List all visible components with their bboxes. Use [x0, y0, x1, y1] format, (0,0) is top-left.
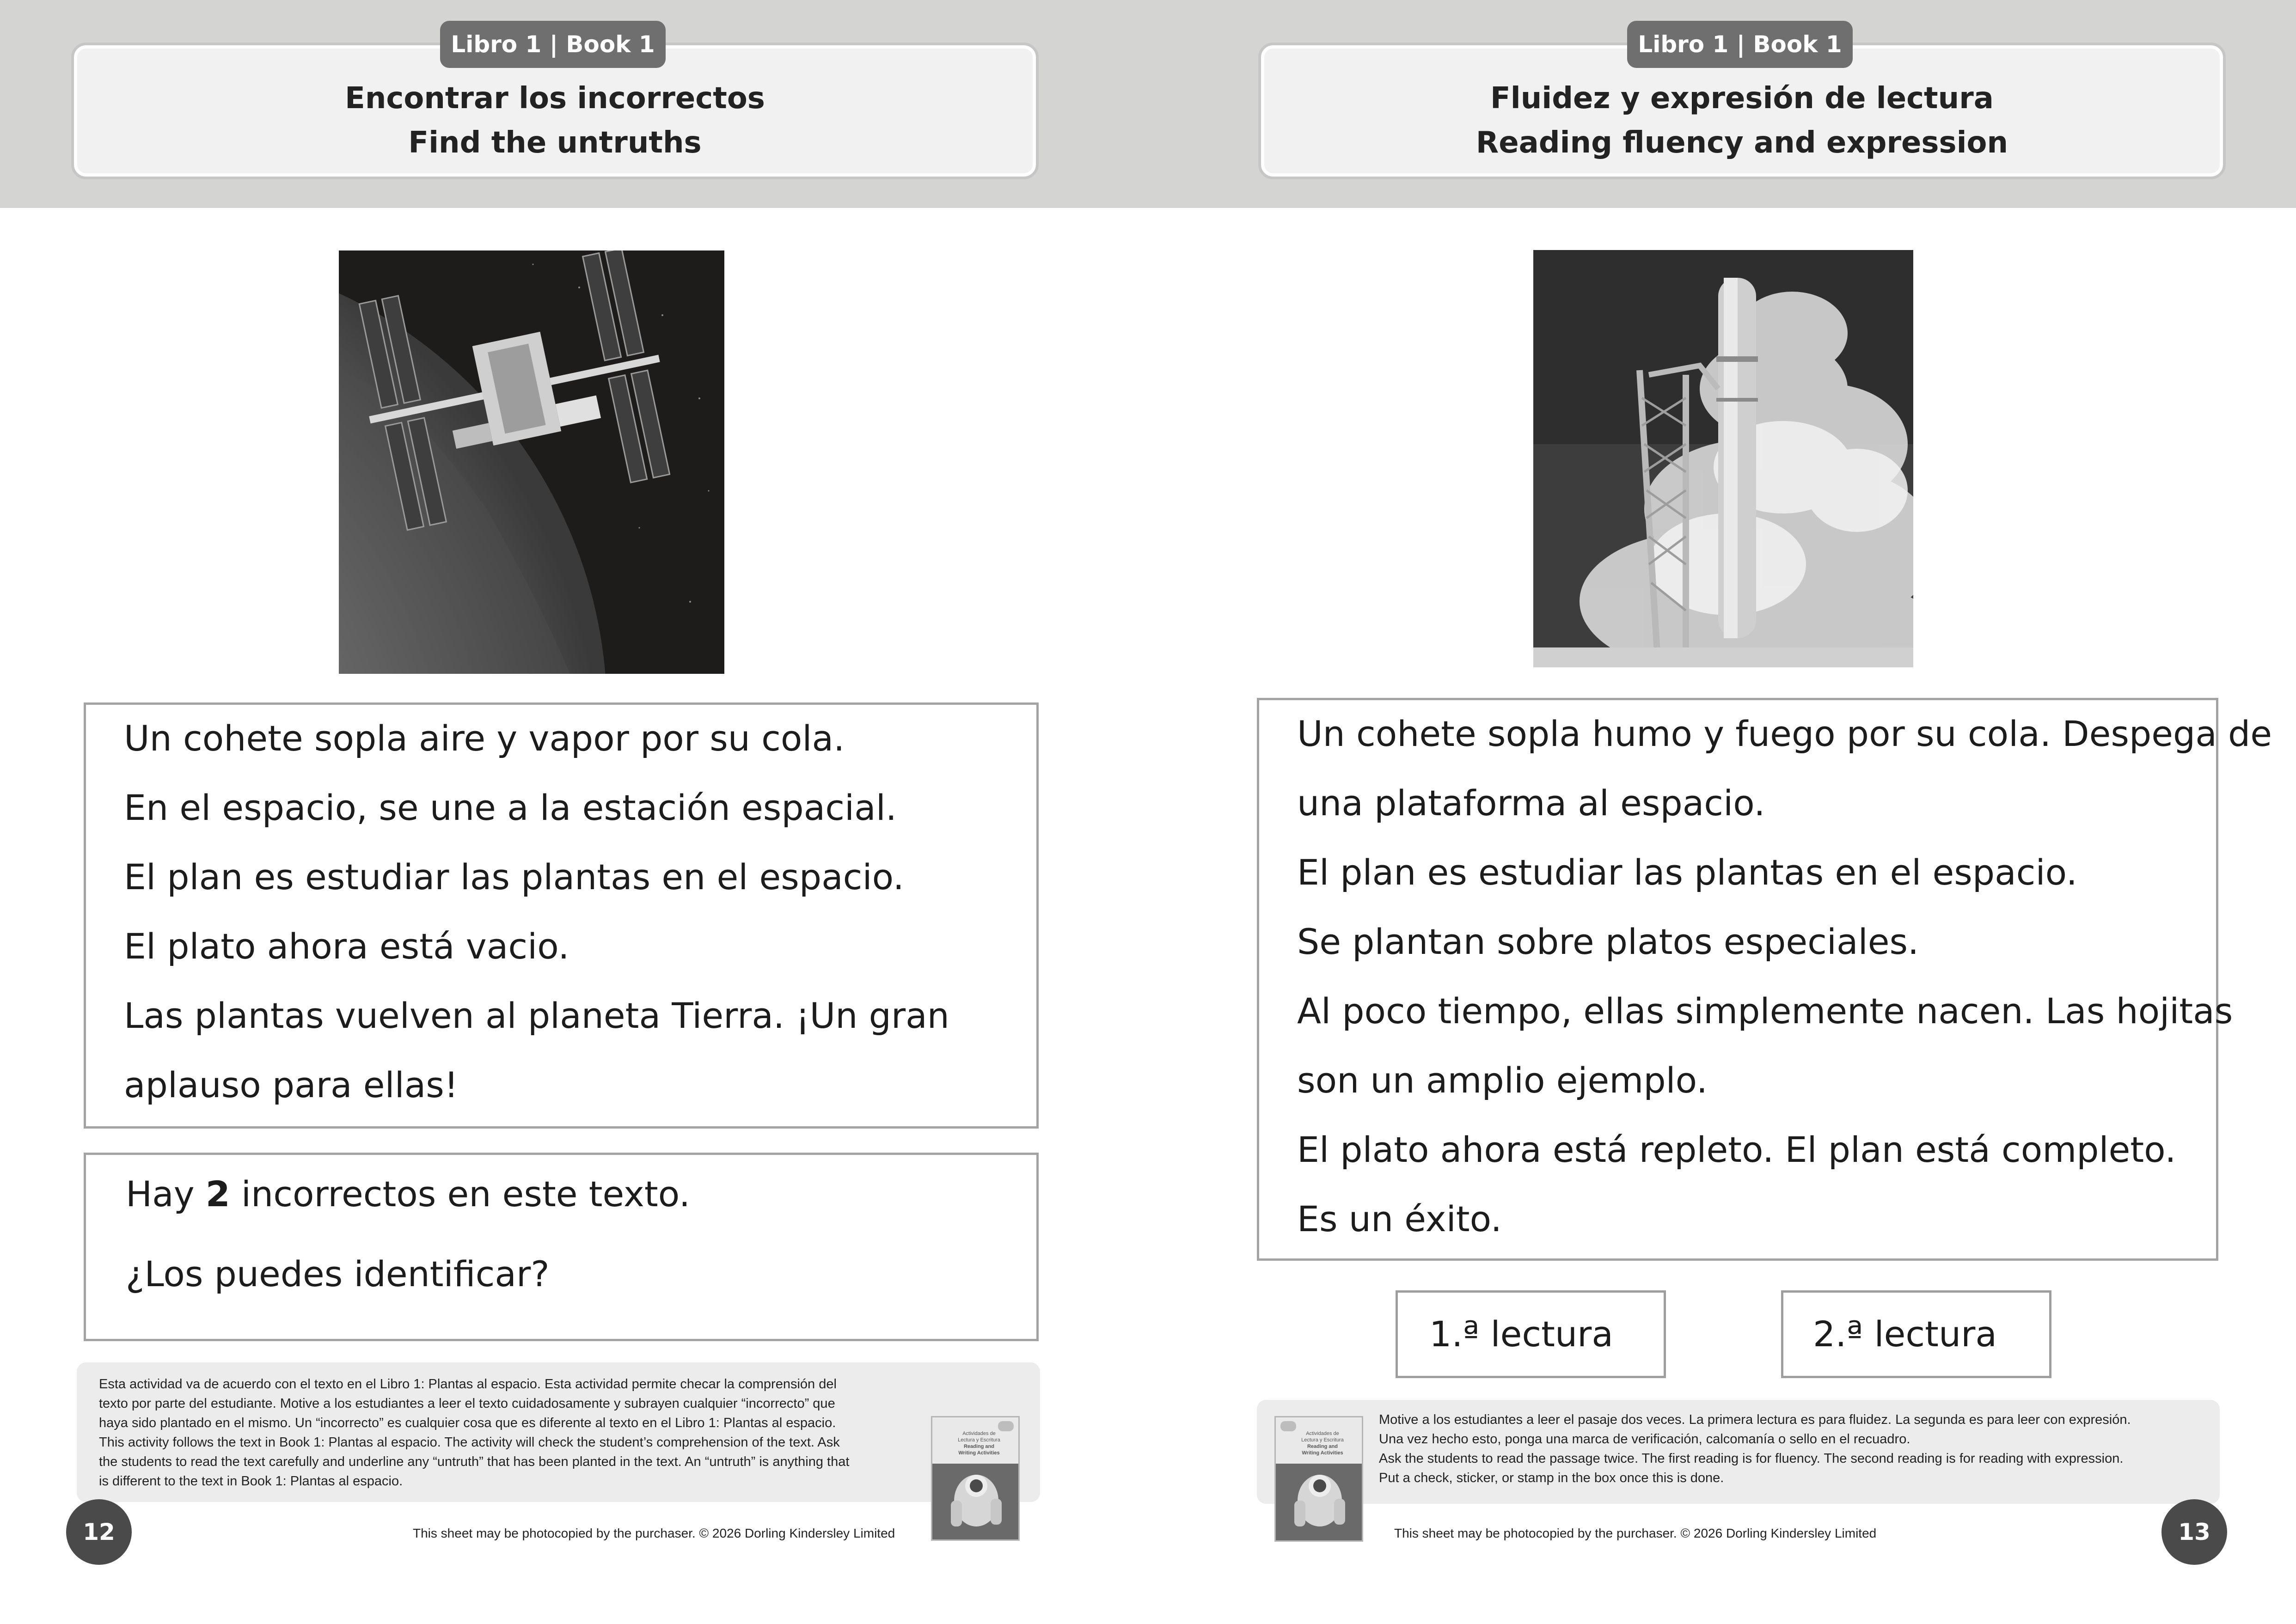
passage-line: Se plantan sobre platos especiales. — [1297, 921, 1919, 962]
question-suffix: incorrectos en este texto. — [230, 1173, 691, 1215]
passage-line: Un cohete sopla aire y vapor por su cola. — [124, 718, 845, 759]
left-book-thumbnail — [931, 1416, 1020, 1541]
passage-line: El plan es estudiar las plantas en el espacio. — [1297, 852, 2077, 893]
left-teacher-notes — [77, 1362, 1040, 1502]
fluency-passage-box — [1257, 698, 2272, 1261]
astronaut-illustration — [1276, 1464, 1362, 1540]
thumbnail-title: Actividades de Lectura y Escritura Reading and Writing Activities — [958, 1431, 1000, 1456]
right-title — [1264, 76, 2220, 165]
left-title-es: Encontrar los incorrectos — [345, 81, 765, 116]
question-prefix: Hay — [126, 1173, 206, 1215]
passage-line: Al poco tiempo, ellas simplemente nacen. Las hojitas — [1297, 990, 2233, 1032]
thumbnail-badge — [1280, 1421, 1296, 1431]
right-page-number: 13 — [2161, 1499, 2227, 1565]
note-line: texto por parte del estudiante. Motive a los estudiantes a leer el texto cuidadosamente y subrayen cualquier “incorrecto” que — [99, 1396, 835, 1411]
passage-line: El plato ahora está vacio. — [124, 926, 569, 967]
first-reading-box[interactable]: 1.ª lectura — [1396, 1290, 1666, 1378]
note-line: This activity follows the text in Book 1: Plantas al espacio. The activity will check the student’s comprehension of the text. Ask — [99, 1435, 840, 1450]
untruth-count: 2 — [205, 1173, 230, 1215]
left-page-number: 12 — [66, 1499, 132, 1565]
passage-line: Un cohete sopla humo y fuego por su cola. Despega de — [1297, 713, 2272, 754]
passage-line: Es un éxito. — [1297, 1198, 1502, 1239]
right-title-en: Reading fluency and expression — [1476, 126, 2008, 160]
thumbnail-badge — [998, 1421, 1014, 1431]
note-line: Ask the students to read the passage twice. The first reading is for fluency. The second reading is for reading with expression. — [1379, 1451, 2124, 1466]
thumbnail-title: Actividades de Lectura y Escritura Reading and Writing Activities — [1301, 1431, 1344, 1456]
right-book-thumbnail — [1274, 1416, 1363, 1542]
note-line: Esta actividad va de acuerdo con el texto en el Libro 1: Plantas al espacio. Esta actividad permite checar la comprensión del — [99, 1377, 837, 1392]
question-line — [126, 1155, 1036, 1233]
passage-line: En el espacio, se une a la estación espacial. — [124, 787, 897, 828]
question-line-2: ¿Los puedes identificar? — [126, 1253, 550, 1294]
right-copyright-footer: This sheet may be photocopied by the purchaser. © 2026 Dorling Kindersley Limited — [1394, 1526, 1877, 1540]
right-book-tab: Libro 1 | Book 1 — [1627, 21, 1853, 68]
note-line: Una vez hecho esto, ponga una marca de verificación, calcomanía o sello en el recuadro. — [1379, 1432, 1910, 1447]
right-teacher-notes — [1257, 1400, 2220, 1504]
passage-line: El plato ahora está repleto. El plan está completo. — [1297, 1129, 2176, 1170]
note-line: the students to read the text carefully and underline any “untruth” that has been planted in the text. An “untruth” is anything that — [99, 1454, 850, 1469]
astronaut-illustration — [932, 1464, 1018, 1539]
space-station-photo — [339, 250, 724, 674]
passage-line: El plan es estudiar las plantas en el espacio. — [124, 856, 904, 897]
right-title-es: Fluidez y expresión de lectura — [1490, 81, 1994, 116]
note-line: Put a check, sticker, or stamp in the box once this is done. — [1379, 1471, 1724, 1485]
note-line: haya sido plantado en el mismo. Un “incorrecto” es cualquier cosa que es diferente al texto en el Libro 1: Plantas al espacio. — [99, 1416, 836, 1430]
left-copyright-footer: This sheet may be photocopied by the purchaser. © 2026 Dorling Kindersley Limited — [413, 1526, 895, 1540]
passage-line: Las plantas vuelven al planeta Tierra. ¡Un gran — [124, 995, 949, 1036]
left-title — [77, 76, 1033, 165]
untruths-passage-box — [84, 702, 1039, 1129]
question-box — [84, 1153, 1039, 1341]
note-line: Motive a los estudiantes a leer el pasaje dos veces. La primera lectura es para fluidez. La segunda es para leer con expresión. — [1379, 1412, 2131, 1427]
second-reading-box[interactable]: 2.ª lectura — [1781, 1290, 2051, 1378]
left-book-tab: Libro 1 | Book 1 — [440, 21, 666, 68]
rocket-launch-photo — [1533, 250, 1913, 667]
passage-line: una plataforma al espacio. — [1297, 782, 1765, 824]
passage-line: aplauso para ellas! — [124, 1064, 459, 1105]
left-title-en: Find the untruths — [408, 126, 702, 160]
passage-line: son un amplio ejemplo. — [1297, 1060, 1708, 1101]
note-line: is different to the text in Book 1: Plantas al espacio. — [99, 1474, 403, 1489]
